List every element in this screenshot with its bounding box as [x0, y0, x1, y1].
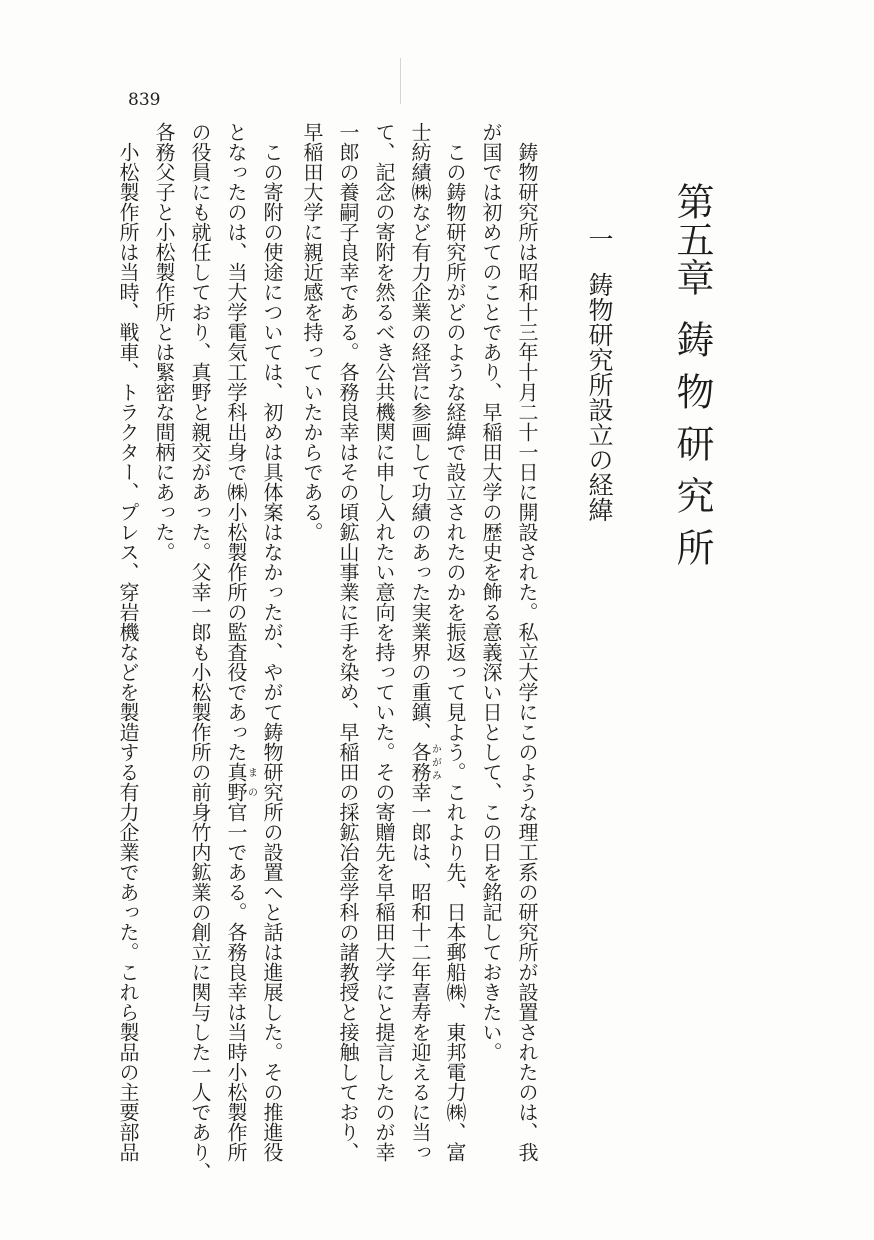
line-text: 官一である。各務良幸は当時小松製作所 — [224, 802, 248, 1162]
ruby-base: 各務 — [408, 742, 432, 782]
paragraph-3-line-3: の役員にも就任しており、真野と親交があった。父幸一郎も小松製作所の前身竹内鉱業の創立に関与した一人であり、 — [188, 122, 212, 1182]
paragraph-3-line-1: この寄附の使途については、初めは具体案はなかったが、やがて鋳物研究所の設置へと話は進展した。その推進役 — [260, 142, 284, 1162]
chapter-label: 第五章 — [670, 182, 714, 296]
paragraph-2-line-3: て、記念の寄附を然るべき公共機関に申し入れたい意向を持っていた。その寄贈先を早稲田大学にと提言したのが幸 — [372, 122, 396, 1162]
chapter-title: 鋳物研究所 — [670, 320, 714, 580]
ruby-annotation — [224, 762, 257, 802]
line-text: 士紡績㈱など有力企業の経営に参画して功績のあった実業界の重鎮、 — [408, 122, 432, 742]
line-text: 幸一郎は、昭和十二年喜寿を迎えるに当っ — [408, 782, 432, 1162]
paragraph-2-line-1: この鋳物研究所がどのような経緯で設立されたのかを振返って見よう。これより先、日本郵船㈱、東邦電力㈱、富 — [443, 142, 467, 1162]
paragraph-1-line-2: が国では初めてのことであり、早稲田大学の歴史を飾る意義深い日として、この日を銘記しておきたい。 — [479, 122, 503, 1062]
section-number: 一 — [585, 226, 614, 251]
paragraph-3-line-4: 各務父子と小松製作所とは緊密な間柄にあった。 — [152, 122, 176, 562]
line-text: となったのは、当大学電気工学科出身で㈱小松製作所の監査役であった — [224, 122, 248, 762]
ruby-base: 真野 — [224, 762, 248, 802]
paragraph-4-line-1: 小松製作所は当時、戦車、トラクター、プレス、穿岩機などを製造する有力企業であった。これら製品の主要部品 — [116, 142, 140, 1162]
ruby-text: かがみ — [429, 742, 441, 782]
paragraph-3-line-2 — [226, 122, 256, 1162]
ruby-text: まの — [245, 762, 257, 802]
ruby-annotation — [408, 742, 441, 782]
section-title: 鋳物研究所設立の経緯 — [585, 272, 614, 522]
paragraph-2-line-2 — [410, 122, 440, 1162]
paragraph-1-line-1: 鋳物研究所は昭和十三年十月二十一日に開設された。私立大学にこのような理工系の研究所が設置されたのは、我 — [515, 142, 539, 1162]
paragraph-2-line-5: 早稲田大学に親近感を持っていたからである。 — [300, 122, 324, 542]
paragraph-2-line-4: 一郎の養嗣子良幸である。各務良幸はその頃鉱山事業に手を染め、早稲田の採鉱冶金学科の諸教授と接触しており、 — [336, 122, 360, 1162]
scan-mark — [400, 58, 401, 104]
page-number: 839 — [128, 90, 161, 110]
